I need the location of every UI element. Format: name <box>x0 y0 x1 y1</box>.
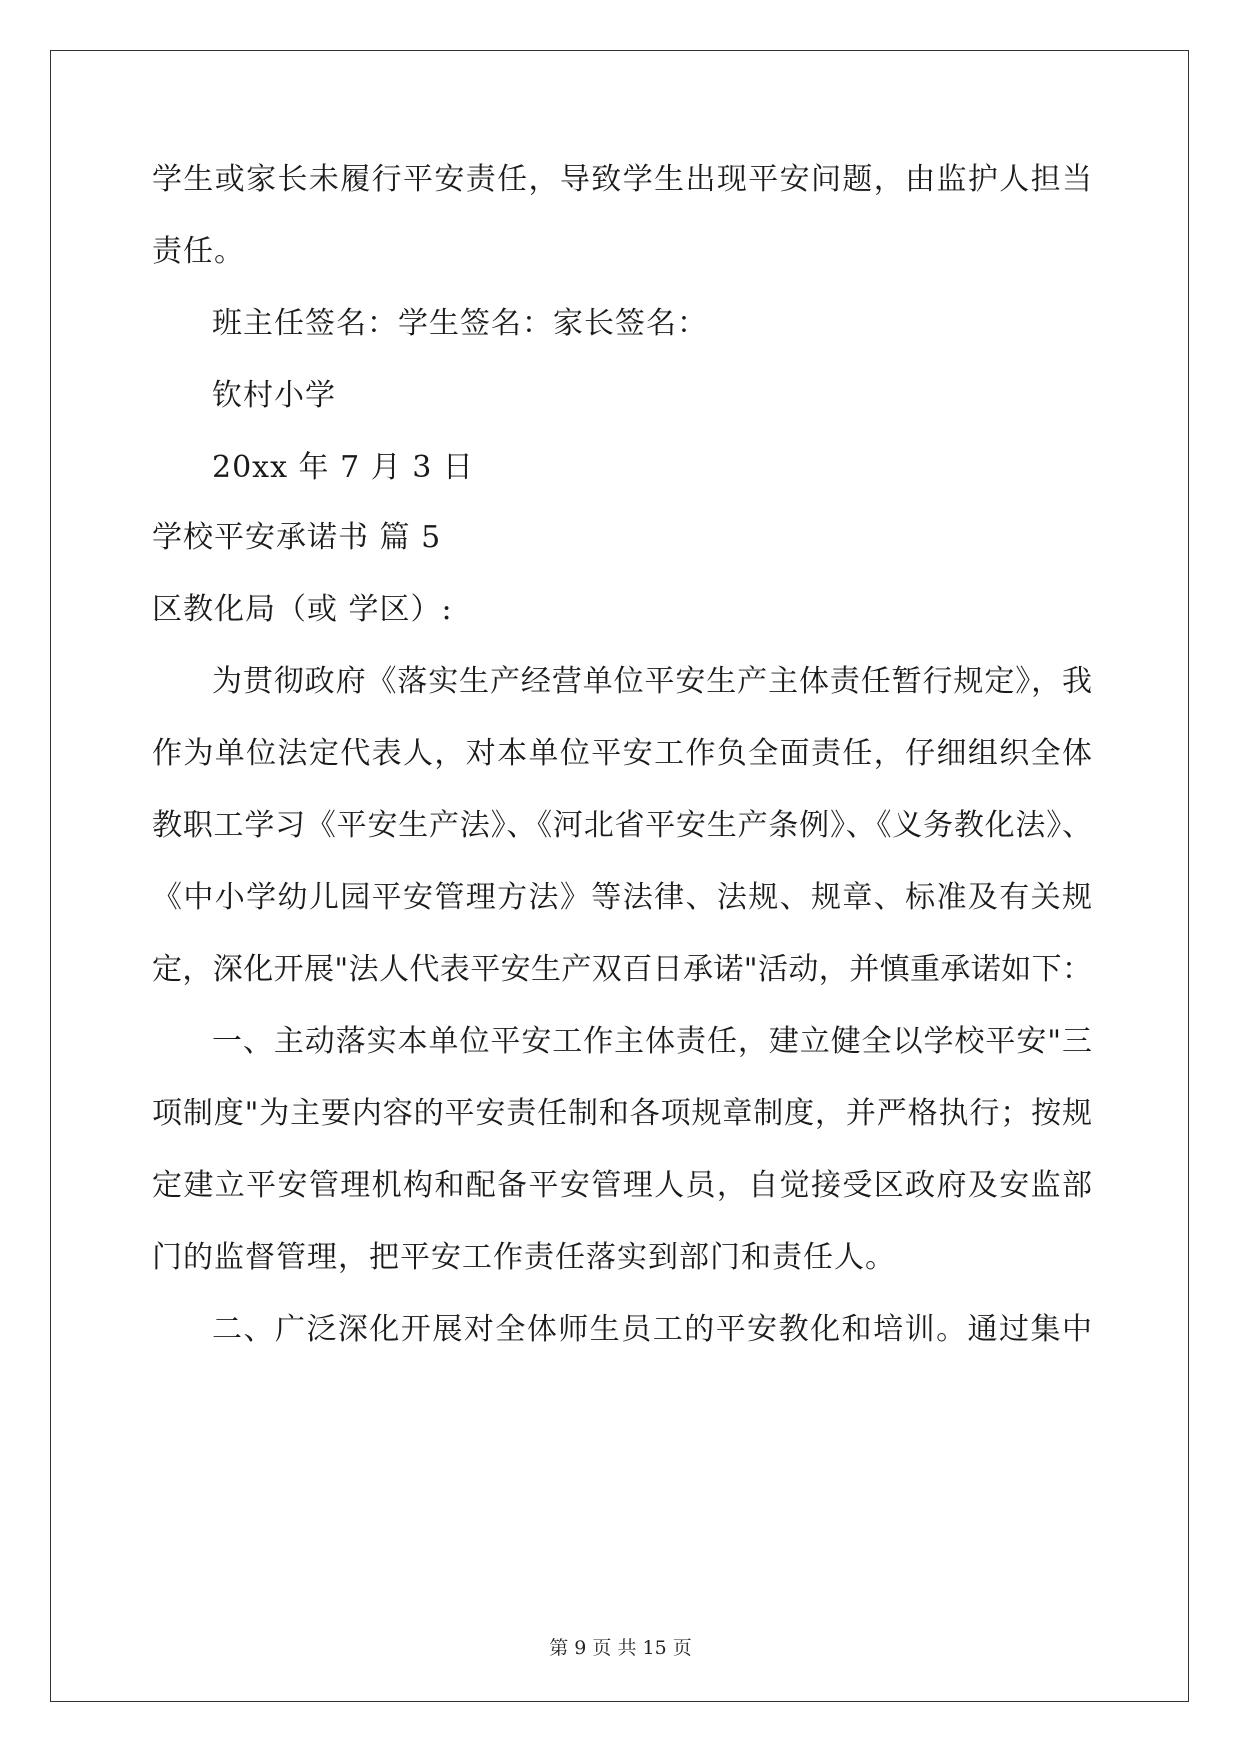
paragraph-line: 为贯彻政府《落实生产经营单位平安生产主体责任暂行规定》，我 <box>212 664 1092 699</box>
paragraph-line: 学生或家长未履行平安责任，导致学生出现平安问题，由监护人担当 <box>152 162 1092 197</box>
paragraph-line: 二、广泛深化开展对全体师生员工的平安教化和培训。通过集中 <box>212 1312 1092 1347</box>
paragraph-line: 教职工学习《平安生产法》、《河北省平安生产条例》、《义务教化法》、 <box>152 808 1092 843</box>
paragraph-line: 《中小学幼儿园平安管理方法》等法律、法规、规章、标准及有关规 <box>152 880 1092 915</box>
paragraph-line: 一、主动落实本单位平安工作主体责任，建立健全以学校平安"三 <box>212 1024 1092 1059</box>
paragraph-line: 作为单位法定代表人，对本单位平安工作负全面责任，仔细组织全体 <box>152 736 1092 771</box>
addressee: 区教化局（或 学区）: <box>152 592 453 627</box>
page-number: 第 9 页 共 15 页 <box>549 1637 692 1659</box>
paragraph-line: 责任。 <box>152 234 245 269</box>
paragraph-line: 定建立平安管理机构和配备平安管理人员，自觉接受区政府及安监部 <box>152 1168 1092 1203</box>
page-border <box>50 50 1189 1702</box>
paragraph-line: 门的监督管理，把平安工作责任落实到部门和责任人。 <box>152 1240 896 1275</box>
date-line: 20xx 年 7 月 3 日 <box>212 450 474 485</box>
paragraph-line: 项制度"为主要内容的平安责任制和各项规章制度，并严格执行；按规 <box>152 1096 1092 1131</box>
school-name: 钦村小学 <box>212 378 336 413</box>
signature-line: 班主任签名：学生签名：家长签名： <box>212 306 708 341</box>
section-title: 学校平安承诺书 篇 5 <box>152 520 442 555</box>
paragraph-line: 定，深化开展"法人代表平安生产双百日承诺"活动，并慎重承诺如下： <box>152 952 1092 987</box>
